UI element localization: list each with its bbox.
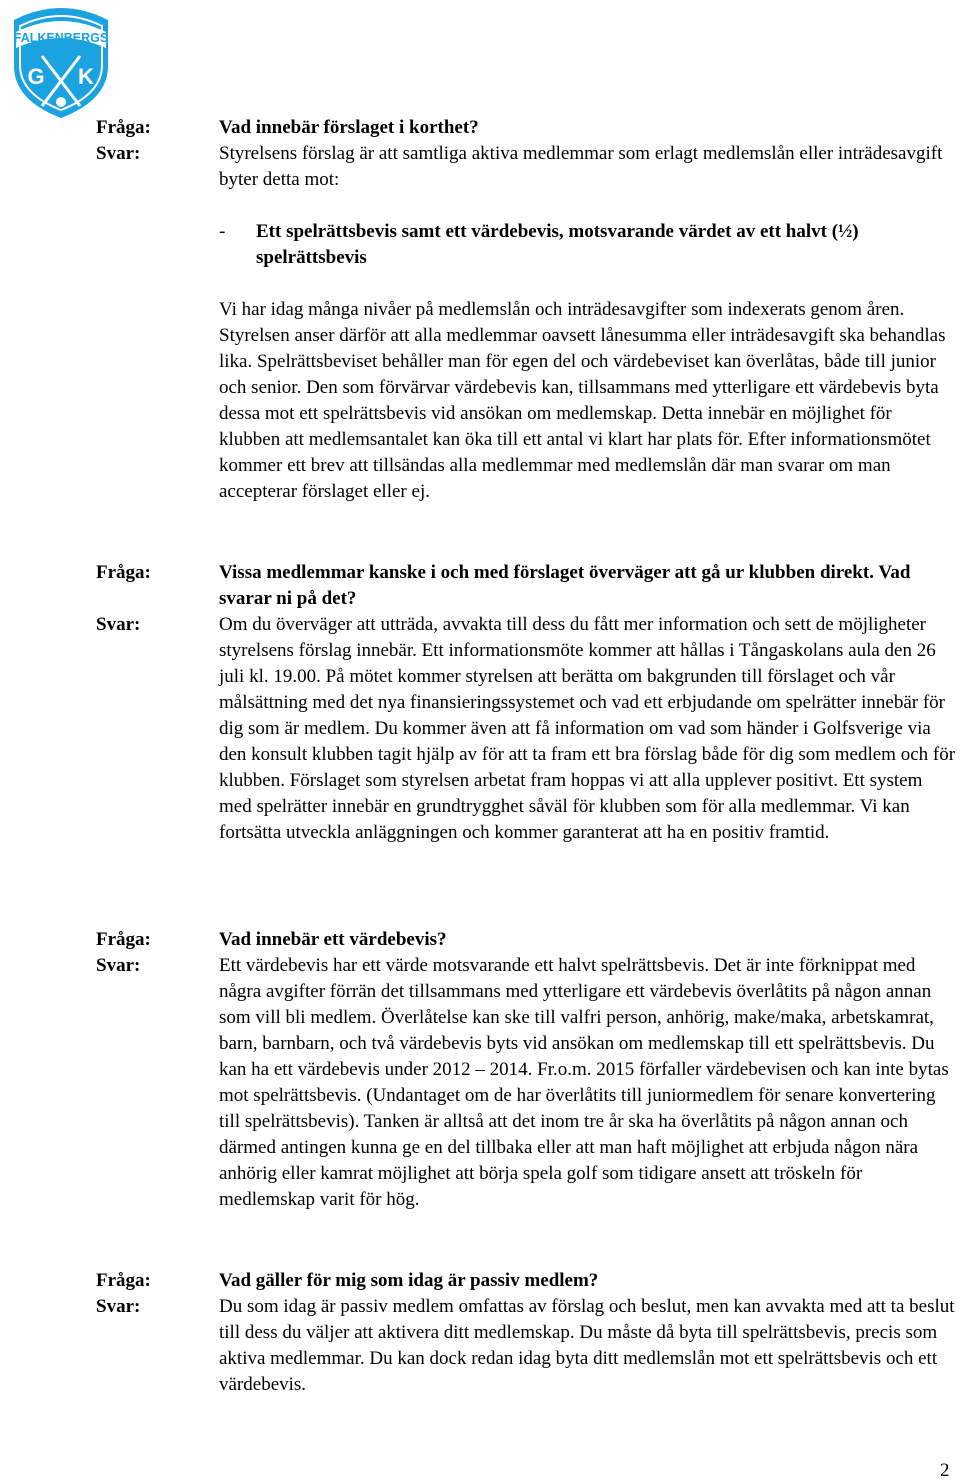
logo-initial-left: G (27, 64, 45, 89)
answer-paragraph: Vi har idag många nivåer på medlemslån och inträdesavgifter som indexerats genom åren. Styrelsen anser därför att alla medlemmar oavsett lånesumma eller inträdesavgift ska behandlas lika. Spelrättsbeviset behåller man för egen del och värdebeviset kan överlåtas, både till junior och senior. Den som förvärvar värdebevis kan, tillsammans med ytterligare ett värdebevis byta dessa mot ett spelrättsbevis vid ansökan om medlemskap. Detta innebär en möjlighet för klubben att medlemsantalet kan öka till ett antal vi klart har plats för. Efter informationsmötet kommer ett brev att tillsändas alla medlemmar med medlemslån där man svarar om man accepterar förslaget eller ej. (219, 299, 946, 502)
question-text: Vad innebär förslaget i korthet? (219, 117, 479, 138)
question-text: Vissa medlemmar kanske i och med förslaget överväger att gå ur klubben direkt. Vad svarar ni på det? (219, 562, 911, 609)
question-label: Fråga: (96, 117, 151, 138)
question-label: Fråga: (96, 929, 151, 950)
qa-block-2 (96, 560, 956, 846)
club-crest-icon (2, 2, 120, 120)
answer-label: Svar: (96, 1296, 141, 1317)
page-number: 2 (940, 1460, 950, 1481)
answer-label: Svar: (96, 143, 141, 164)
qa-block-3 (96, 927, 956, 1213)
answer-intro: Styrelsens förslag är att samtliga aktiva medlemmar som erlagt medlemslån eller inträdesavgift byter detta mot: (219, 143, 943, 190)
answer-paragraph: Ett värdebevis har ett värde motsvarande ett halvt spelrättsbevis. Det är inte förknippat med några avgifter förrän det tillsammans med ytterligare ett värdebevis överlåtits på någon annan som vill bli medlem. Överlåtelse kan ske till valfri person, anhörig, make/maka, arbetskamrat, barn, barnbarn, och två värdebevis byts vid ansökan om medlemskap till ett spelrättsbevis. Du kan ha ett värdebevis under 2012 – 2014. Fr.o.m. 2015 förfaller värdebevisen och kan inte bytas mot spelrättsbevis. (Undantaget om de har överlåtits till juniormedlem för senare konvertering till spelrättsbevis). Tanken är alltså att det inom tre år ska ha överlåtits på någon annan och därmed antingen kunna ge en del tillbaka eller att man haft möjlighet att erbjuda någon nära anhörig eller kamrat möjlighet att börja spela golf som tidigare ansett att tröskeln för medlemskap varit för hög. (219, 955, 949, 1210)
club-logo (2, 2, 120, 120)
bullet-item (219, 219, 956, 271)
question-text: Vad innebär ett värdebevis? (219, 929, 447, 950)
question-label: Fråga: (96, 1270, 151, 1291)
answer-label: Svar: (96, 614, 141, 635)
bullet-dash: - (219, 221, 226, 242)
logo-initial-right: K (78, 64, 94, 89)
answer-paragraph: Om du överväger att utträda, avvakta till dess du fått mer information och sett de möjligheter styrelsens förslag innebär. Ett informationsmöte kommer att hållas i Tångaskolans aula den 26 juli kl. 19.00. På mötet kommer styrelsen att berätta om bakgrunden till förslaget och vår målsättning med det nya finansieringssystemet och vad ett erbjudande om spelrätter innebär för dig som är medlem. Du kommer även att få information om vad som händer i Golfsverige via den konsult klubben tagit hjälp av för att ta fram ett bra förslag både för dig som medlem och för klubben. Förslaget som styrelsen arbetat fram hoppas vi att alla upplever positivt. Ett system med spelrätter innebär en grundtrygghet såväl för klubben som för alla medlemmar. Vi kan fortsätta utveckla anläggningen och kommer garanterat att ha en positiv framtid. (219, 614, 956, 843)
question-label: Fråga: (96, 562, 151, 583)
question-text: Vad gäller för mig som idag är passiv medlem? (219, 1270, 599, 1291)
bullet-text: Ett spelrättsbevis samt ett värdebevis, motsvarande värdet av ett halvt (½) spelrättsbevis (256, 221, 859, 268)
qa-block-4 (96, 1268, 956, 1398)
answer-label: Svar: (96, 955, 141, 976)
logo-club-name: FALKENBERGS (13, 31, 109, 45)
qa-block-1 (96, 115, 956, 505)
answer-text (219, 141, 956, 505)
answer-paragraph: Du som idag är passiv medlem omfattas av förslag och beslut, men kan avvakta med att ta beslut till dess du väljer att aktivera ditt medlemskap. Du måste då byta till spelrättsbevis, precis som aktiva medlemmar. Du kan dock redan idag byta ditt medlemslån mot ett spelrättsbevis och ett värdebevis. (219, 1296, 955, 1395)
